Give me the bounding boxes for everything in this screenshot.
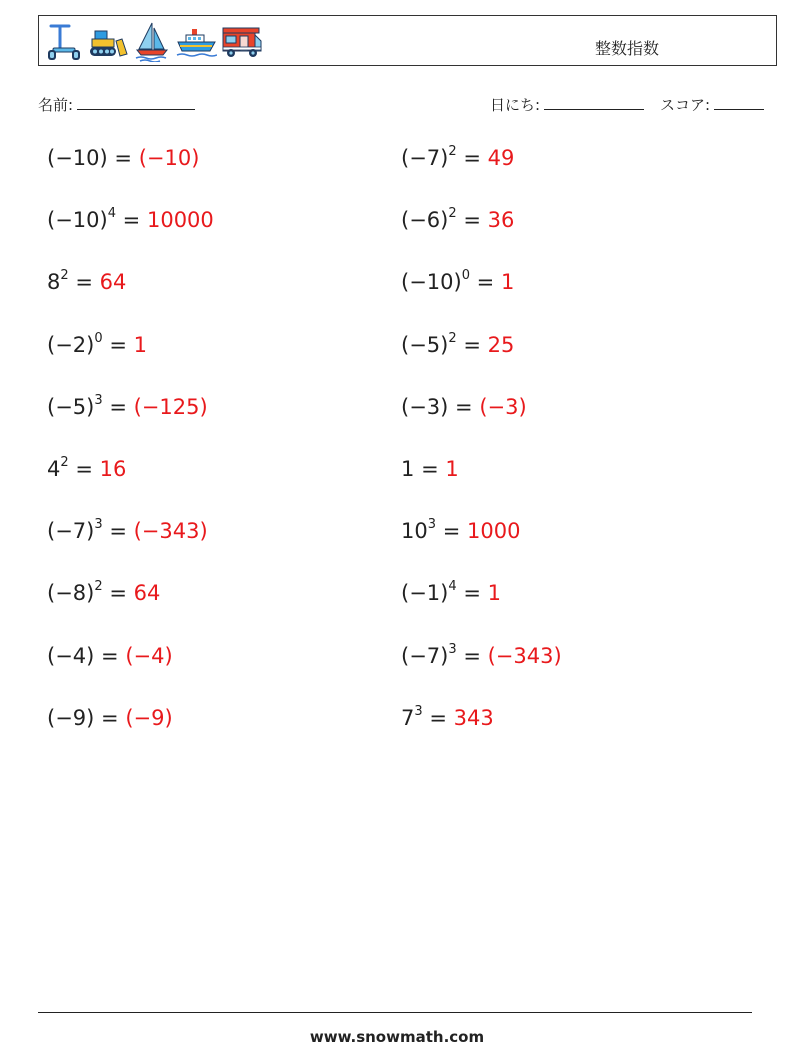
problem-exponent: 4 — [107, 206, 116, 222]
equals-sign: = — [109, 394, 127, 419]
problem-base: 7 — [401, 705, 415, 730]
problem-exponent: 2 — [448, 330, 457, 346]
equals-sign: = — [109, 332, 127, 357]
camper-van-icon — [221, 21, 263, 61]
name-field[interactable] — [38, 94, 195, 115]
bulldozer-icon — [87, 21, 129, 61]
problem-exponent: 2 — [448, 144, 457, 159]
problem-answer: (−9) — [125, 705, 173, 730]
problem-base: (−7) — [47, 519, 95, 544]
problem-base: (−1) — [401, 581, 449, 606]
problem-answer: 343 — [453, 705, 494, 730]
problem-answer: 49 — [487, 146, 515, 170]
problem-item — [401, 330, 515, 357]
problem-item — [47, 457, 126, 481]
problem-exponent: 3 — [94, 517, 103, 533]
problem-base: 10 — [401, 519, 428, 544]
problem-item — [401, 581, 501, 605]
equals-sign: = — [463, 208, 481, 233]
problem-exponent: 3 — [94, 392, 103, 408]
problem-base: (−8) — [47, 581, 95, 606]
problem-answer: (−3) — [479, 394, 527, 419]
problem-answer: 10000 — [146, 208, 214, 233]
problem-base: (−2) — [47, 332, 95, 357]
problem-item — [401, 270, 514, 294]
equals-sign: = — [455, 394, 473, 419]
problem-answer: (−343) — [487, 643, 562, 668]
equals-sign: = — [442, 519, 461, 544]
problem-item — [47, 146, 199, 170]
problem-item — [401, 395, 527, 419]
date-blank[interactable] — [544, 95, 644, 110]
problem-item — [47, 581, 160, 605]
header-icons — [45, 20, 263, 62]
problem-answer: 1 — [487, 581, 501, 606]
problem-item — [401, 146, 514, 170]
equals-sign: = — [75, 270, 93, 295]
footer-divider — [38, 1012, 752, 1013]
problem-exponent: 2 — [94, 579, 103, 595]
date-field[interactable] — [490, 94, 644, 115]
equals-sign: = — [122, 208, 141, 233]
problem-base: (−7) — [401, 146, 449, 170]
problem-answer: 1000 — [467, 519, 521, 544]
problem-answer: (−343) — [133, 519, 208, 544]
scooter-icon — [45, 21, 83, 61]
equals-sign: = — [421, 457, 439, 481]
ship-icon — [175, 21, 217, 61]
problem-answer: 36 — [487, 208, 515, 233]
problem-exponent: 0 — [94, 330, 103, 346]
problem-answer: 1 — [133, 332, 147, 357]
problem-exponent: 0 — [461, 268, 470, 284]
problem-exponent: 3 — [414, 703, 423, 719]
problem-base: (−10) — [401, 270, 462, 295]
problem-answer: (−4) — [125, 643, 173, 668]
problem-item — [47, 519, 208, 543]
problem-item — [47, 208, 214, 232]
problem-answer: (−10) — [138, 146, 200, 170]
problem-base: 1 — [401, 457, 415, 481]
equals-sign: = — [463, 332, 481, 357]
problem-item — [47, 392, 208, 419]
problem-item — [401, 703, 494, 730]
problem-answer: 16 — [99, 457, 127, 481]
header-box — [38, 15, 777, 66]
problem-base: 8 — [47, 270, 61, 295]
problem-base: (−6) — [401, 208, 449, 233]
problem-base: (−10) — [47, 146, 108, 170]
problem-base: (−9) — [47, 705, 95, 730]
equals-sign: = — [109, 581, 127, 606]
problem-exponent: 2 — [60, 268, 69, 284]
name-label: 名前: — [38, 96, 74, 114]
problem-exponent: 3 — [427, 517, 437, 533]
problem-base: (−10) — [47, 208, 108, 233]
equals-sign: = — [476, 270, 495, 295]
equals-sign: = — [101, 643, 119, 668]
problem-answer: 25 — [487, 332, 515, 357]
equals-sign: = — [463, 581, 481, 606]
problem-exponent: 3 — [448, 641, 457, 657]
problem-exponent: 2 — [448, 206, 457, 222]
equals-sign: = — [429, 705, 447, 730]
problem-base: (−5) — [401, 332, 449, 357]
problem-item — [401, 519, 520, 543]
problem-base: (−4) — [47, 643, 95, 668]
problem-answer: 64 — [133, 581, 161, 606]
score-field[interactable] — [660, 94, 764, 115]
score-label: スコア: — [660, 96, 711, 114]
problem-answer: (−125) — [133, 394, 208, 419]
problem-item — [47, 330, 147, 357]
equals-sign: = — [463, 146, 481, 170]
problem-item — [401, 457, 459, 481]
equals-sign: = — [114, 146, 132, 170]
equals-sign: = — [109, 519, 127, 544]
problem-base: (−7) — [401, 643, 449, 668]
problem-answer: 64 — [99, 270, 127, 295]
score-blank[interactable] — [714, 95, 764, 110]
problem-answer: 1 — [445, 457, 459, 481]
footer-site: www.snowmath.com — [309, 1028, 485, 1046]
problem-exponent: 4 — [448, 579, 457, 595]
problem-base: 4 — [47, 457, 61, 481]
problem-item — [401, 208, 514, 232]
equals-sign: = — [101, 705, 119, 730]
problem-base: (−5) — [47, 394, 95, 419]
problem-item — [401, 641, 562, 668]
problem-item — [47, 270, 126, 294]
equals-sign: = — [75, 457, 93, 481]
equals-sign: = — [463, 643, 481, 668]
problem-answer: 1 — [500, 270, 515, 295]
worksheet-title: 整数指数 — [595, 39, 660, 58]
problem-item — [47, 644, 173, 668]
problem-exponent: 2 — [60, 455, 69, 470]
sailboat-icon — [133, 20, 171, 62]
date-label: 日にち: — [490, 96, 541, 114]
problem-item — [47, 706, 173, 730]
problem-base: (−3) — [401, 394, 449, 419]
name-blank[interactable] — [77, 95, 195, 110]
